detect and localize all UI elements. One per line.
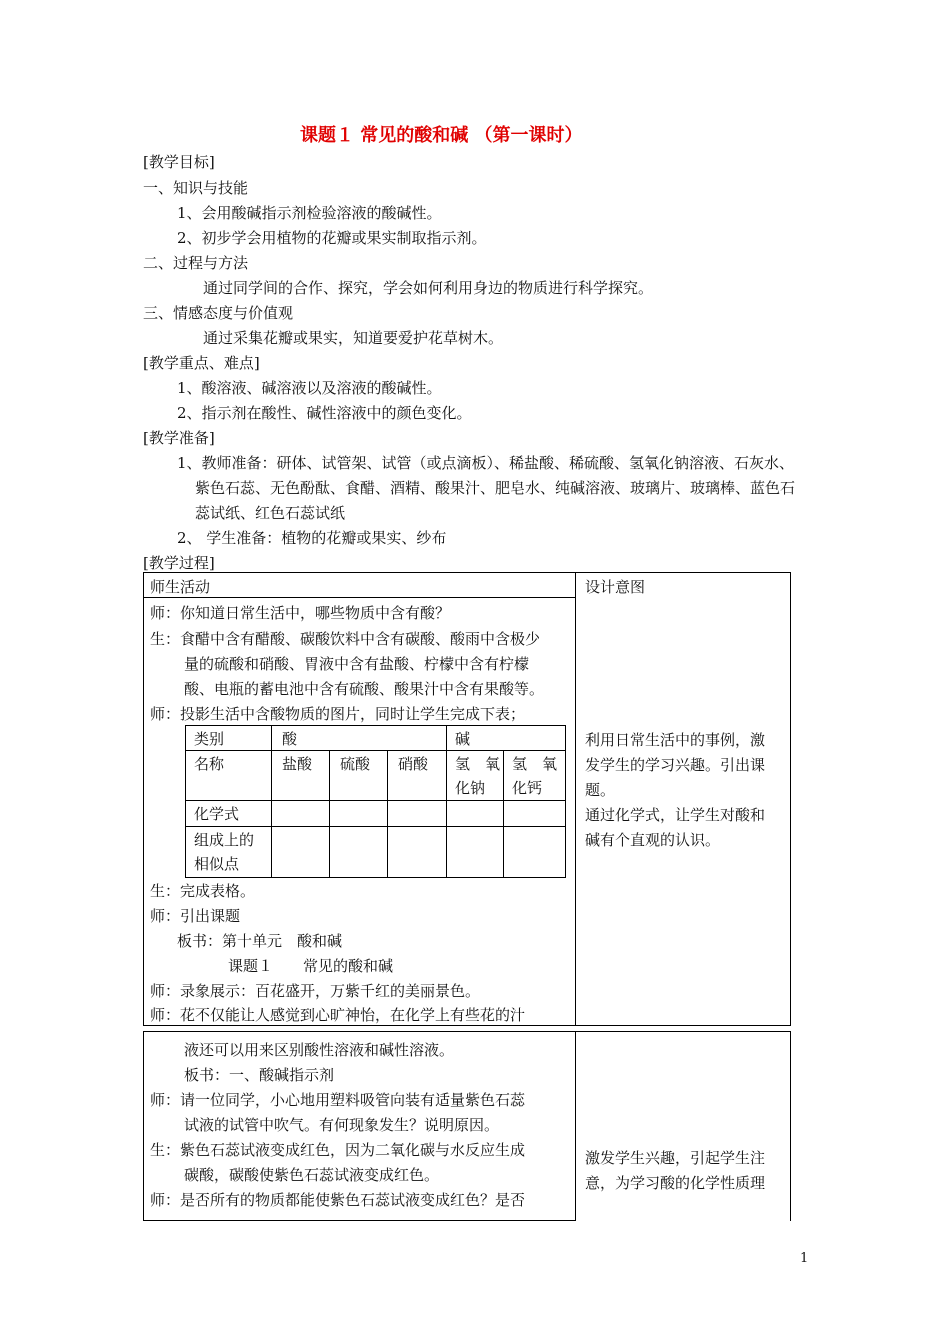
preparation-item: 1、教师准备：研体、试管架、试管（或点滴板）、稀盐酸、稀硫酸、氢氧化钠溶液、石灰水、 xyxy=(177,454,795,472)
table-cell-naoh-1: 氢 氧 xyxy=(455,755,501,773)
objective-item: 2、初步学会用植物的花瓣或果实制取指示剂。 xyxy=(177,229,487,247)
column-header-activities: 师生活动 xyxy=(150,578,211,596)
section-heading-objectives: [教学目标] xyxy=(143,153,215,171)
preparation-item: 2、 学生准备：植物的花瓣或果实、纱布 xyxy=(177,529,447,547)
dialogue-line: 生：完成表格。 xyxy=(150,882,256,900)
table-cell-h2so4: 硫酸 xyxy=(340,755,371,773)
dialogue-line: 师：你知道日常生活中，哪些物质中含有酸？ xyxy=(150,604,451,622)
preparation-item: 蕊试纸、红色石蕊试纸 xyxy=(195,504,346,522)
process-table-2-top xyxy=(143,1031,791,1032)
section-heading-preparation: [教学准备] xyxy=(143,429,215,447)
table-cell-formula: 化学式 xyxy=(194,805,240,823)
keypoint-item: 1、酸溶液、碱溶液以及溶液的酸碱性。 xyxy=(177,379,442,397)
table-cell-base: 碱 xyxy=(455,730,471,748)
dialogue-line: 碳酸，碳酸使紫色石蕊试液变成红色。 xyxy=(184,1166,440,1184)
dialogue-line: 生：食醋中含有醋酸、碳酸饮料中含有碳酸、酸雨中含极少 xyxy=(150,630,541,648)
keypoint-item: 2、指示剂在酸性、碱性溶液中的颜色变化。 xyxy=(177,404,472,422)
table-cell-similarity-2: 相似点 xyxy=(194,855,240,873)
preparation-item: 紫色石蕊、无色酚酞、食醋、酒精、酸果汁、肥皂水、纯碱溶液、玻璃片、玻璃棒、蓝色石 xyxy=(195,479,796,497)
process-table-2-left xyxy=(143,1031,144,1221)
dialogue-line: 量的硫酸和硝酸、胃液中含有盐酸、柠檬中含有柠檬 xyxy=(184,655,530,673)
dialogue-line: 师：引出课题 xyxy=(150,907,241,925)
acid-base-table xyxy=(185,725,566,878)
dialogue-line: 师：请一位同学，小心地用塑料吸管向装有适量紫色石蕊 xyxy=(150,1091,526,1109)
design-intent-note: 题。 xyxy=(585,781,616,799)
table-header-rule xyxy=(143,597,575,598)
page-title: 课题１ 常见的酸和碱 （第一课时） xyxy=(300,125,583,146)
dialogue-line: 液还可以用来区别酸性溶液和碱性溶液。 xyxy=(184,1041,455,1059)
board-note: 课题１ 常见的酸和碱 xyxy=(228,957,394,975)
table-cell-similarity-1: 组成上的 xyxy=(194,831,255,849)
subheading-process: 二、过程与方法 xyxy=(143,254,249,272)
section-heading-process: [教学过程] xyxy=(143,554,215,572)
board-note: 板书：一、酸碱指示剂 xyxy=(184,1066,335,1084)
dialogue-line: 试液的试管中吹气。有何现象发生？说明原因。 xyxy=(184,1116,500,1134)
objective-item: 通过同学间的合作、探究，学会如何利用身边的物质进行科学探究。 xyxy=(203,279,654,297)
dialogue-line: 生：紫色石蕊试液变成红色，因为二氧化碳与水反应生成 xyxy=(150,1141,526,1159)
column-header-intent: 设计意图 xyxy=(585,578,646,596)
objective-item: 1、会用酸碱指示剂检验溶液的酸碱性。 xyxy=(177,204,442,222)
section-heading-keypoints: [教学重点、难点] xyxy=(143,354,260,372)
design-intent-note: 激发学生兴趣，引起学生注 xyxy=(585,1149,766,1167)
table-divider xyxy=(575,572,576,1026)
process-table-2-bottom xyxy=(143,1220,575,1221)
table-cell-caoh-1: 氢 氧 xyxy=(512,755,558,773)
table-cell-name: 名称 xyxy=(194,755,225,773)
page-number: 1 xyxy=(800,1251,809,1266)
design-intent-note: 发学生的学习兴趣。引出课 xyxy=(585,756,766,774)
table-cell-acid: 酸 xyxy=(282,730,298,748)
design-intent-note: 碱有个直观的认识。 xyxy=(585,831,721,849)
objective-item: 通过采集花瓣或果实，知道要爱护花草树木。 xyxy=(203,329,504,347)
dialogue-line: 酸、电瓶的蓄电池中含有硫酸、酸果汁中含有果酸等。 xyxy=(184,680,545,698)
process-table-2-right xyxy=(790,1031,791,1221)
table-cell-category: 类别 xyxy=(194,730,225,748)
table-cell-hcl: 盐酸 xyxy=(282,755,313,773)
process-table-2-divider xyxy=(575,1031,576,1221)
dialogue-line: 师：花不仅能让人感觉到心旷神怡，在化学上有些花的汁 xyxy=(150,1006,526,1024)
design-intent-note: 通过化学式，让学生对酸和 xyxy=(585,806,766,824)
board-note: 板书：第十单元 酸和碱 xyxy=(177,932,343,950)
dialogue-line: 师：投影生活中含酸物质的图片，同时让学生完成下表； xyxy=(150,705,526,723)
design-intent-note: 利用日常生活中的事例，激 xyxy=(585,731,766,749)
dialogue-line: 师：是否所有的物质都能使紫色石蕊试液变成红色？是否 xyxy=(150,1191,526,1209)
subheading-attitude: 三、情感态度与价值观 xyxy=(143,304,294,322)
table-cell-hno3: 硝酸 xyxy=(398,755,429,773)
dialogue-line: 师：录象展示：百花盛开，万紫千红的美丽景色。 xyxy=(150,982,481,1000)
subheading-knowledge: 一、知识与技能 xyxy=(143,179,249,197)
table-cell-caoh-2: 化钙 xyxy=(512,779,543,797)
table-cell-naoh-2: 化钠 xyxy=(455,779,486,797)
design-intent-note: 意，为学习酸的化学性质理 xyxy=(585,1174,766,1192)
